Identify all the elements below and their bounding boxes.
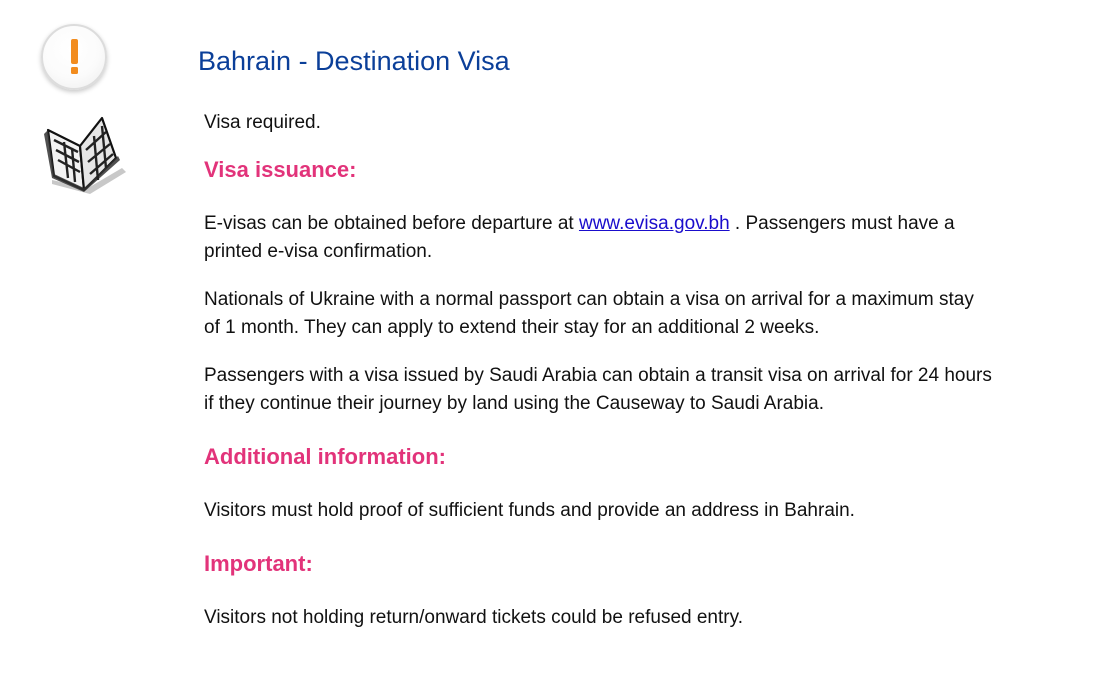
page-title: Bahrain - Destination Visa — [198, 46, 510, 76]
funds-paragraph: Visitors must hold proof of sufficient funds and provide an address in Bahrain. — [204, 500, 855, 521]
evisa-text-after-link: . Passengers must have a printed e-visa confirmation. — [204, 213, 955, 262]
evisa-text-before-link: E-visas can be obtained before departure at — [204, 213, 579, 234]
saudi-transit-paragraph: Passengers with a visa issued by Saudi Arabia can obtain a transit visa on arrival for 24 hours if they continue their journey by land using the Causeway to Saudi Arabia. — [204, 365, 992, 414]
evisa-paragraph — [204, 210, 994, 266]
exclamation-mark-icon — [43, 26, 105, 88]
section-heading-additional-information: Additional information: — [204, 444, 446, 469]
tickets-paragraph: Visitors not holding return/onward tickets could be refused entry. — [204, 607, 743, 628]
visa-summary: Visa required. — [204, 112, 321, 133]
passport-icon — [40, 112, 126, 196]
visa-info-content — [204, 109, 994, 632]
ukraine-paragraph: Nationals of Ukraine with a normal passport can obtain a visa on arrival for a maximum stay of 1 month. They can apply to extend their stay for an additional 2 weeks. — [204, 289, 974, 338]
evisa-link[interactable]: www.evisa.gov.bh — [578, 213, 730, 234]
warning-icon — [41, 24, 107, 90]
section-heading-important: Important: — [204, 551, 313, 576]
section-heading-visa-issuance: Visa issuance: — [204, 157, 357, 182]
